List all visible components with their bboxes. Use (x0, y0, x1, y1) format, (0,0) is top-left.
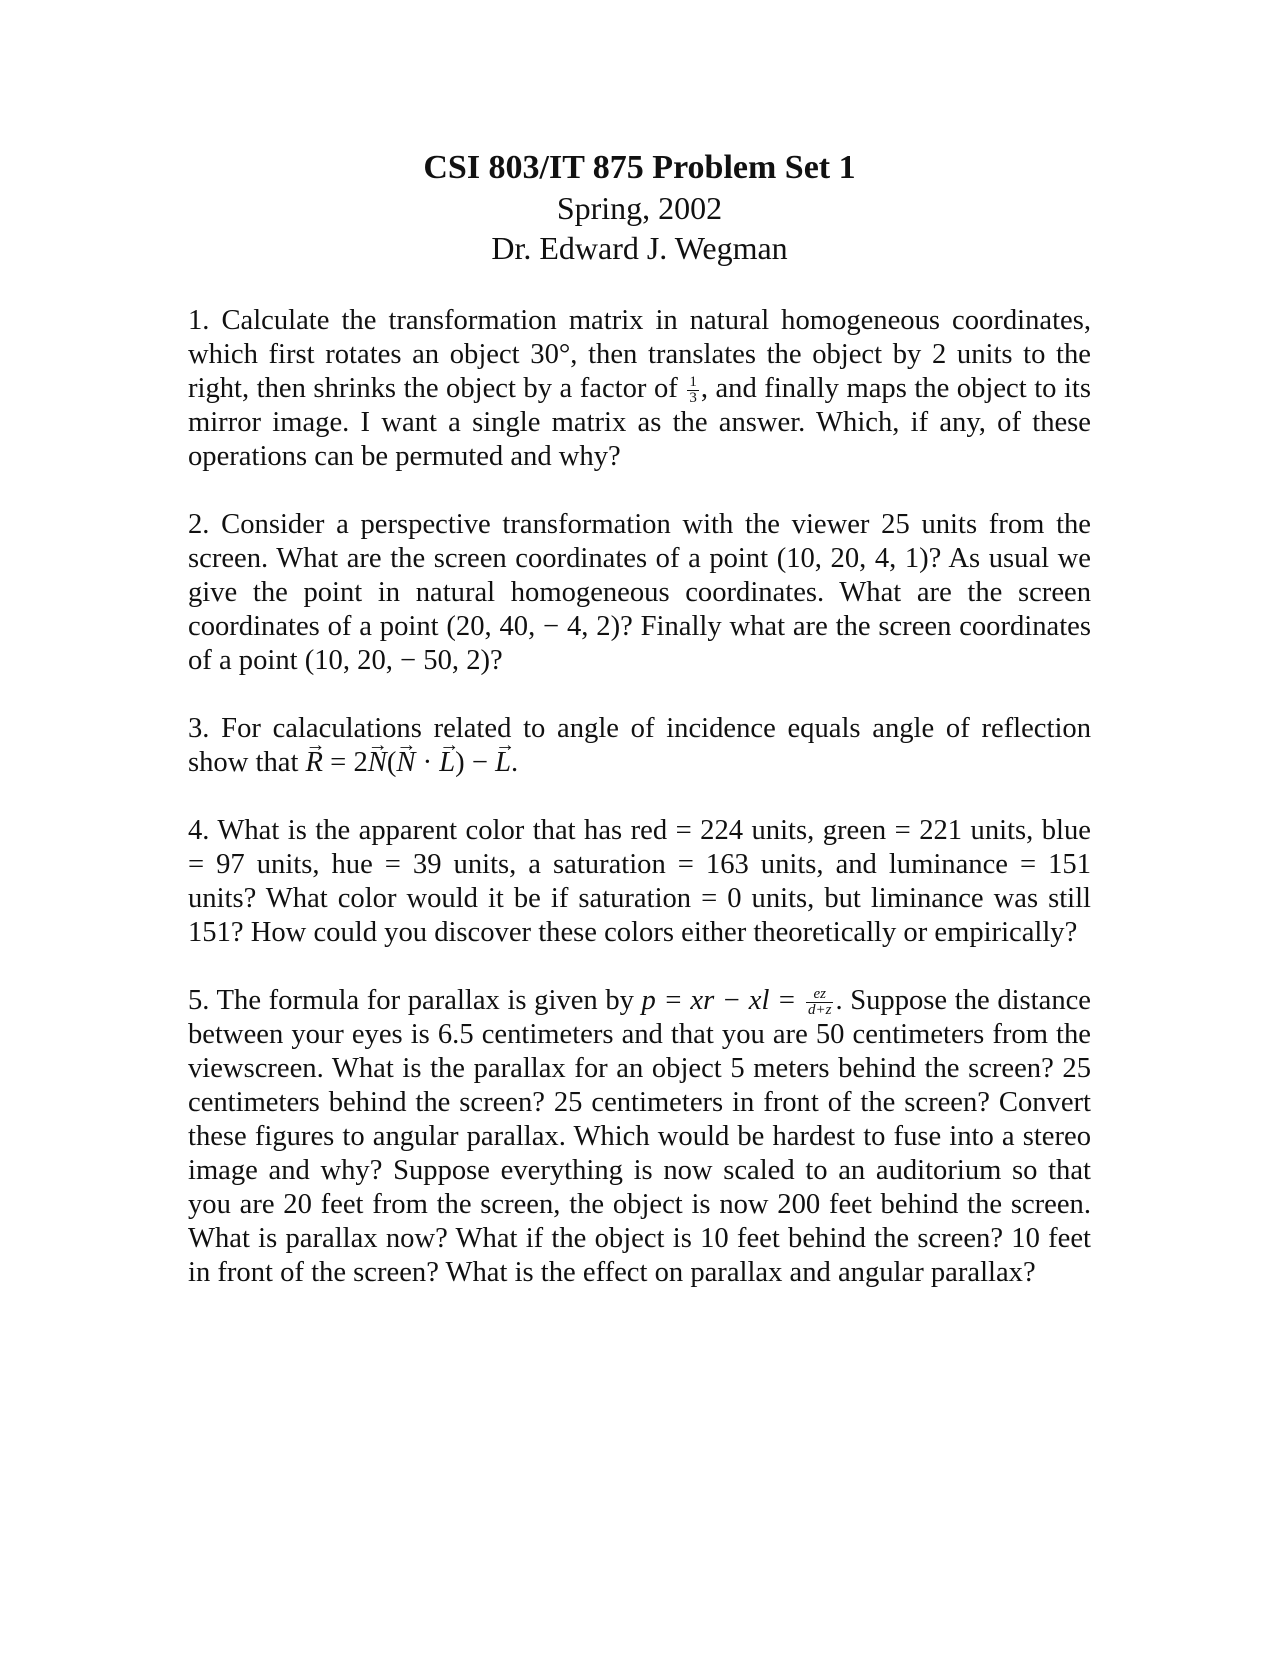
close-paren-minus: ) − (455, 747, 496, 778)
problem-1-text-end: , and finally maps the object to its mirror image. I want a single matrix as the answer. Which, if any, of these operations can be permuted and why? (188, 373, 1091, 472)
fraction-denominator: 3 (689, 389, 697, 406)
equals-two: = 2 (323, 747, 368, 778)
problem-1 (188, 304, 1091, 474)
fraction-numerator: 1 (689, 373, 697, 390)
document-title: CSI 803/IT 875 Problem Set 1 (423, 149, 856, 186)
fraction-denominator: d+z (807, 1001, 832, 1018)
dot-operator: · (415, 747, 440, 778)
problem-1-text-start: 1. Calculate the transformation matrix in natural homogeneous coordinates, which first rotates an object 30°, then translates the object by 2 units to the right, then shrinks the object by a factor of (188, 305, 1091, 404)
fraction-one-third (687, 375, 699, 406)
open-paren: ( (386, 747, 397, 778)
document-page (188, 148, 1091, 1290)
problem-4: 4. What is the apparent color that has red = 224 units, green = 221 units, blue = 97 units, hue = 39 units, a saturation = 163 units, and luminance = 151 units? What color would it be if saturation = 0 units, but liminance was still 151? How could you discover these colors either theoretically or empirically? (188, 815, 1091, 948)
problem-3 (188, 712, 1091, 780)
problem-5-intro: 5. The formula for parallax is given by (188, 985, 642, 1016)
problem-2: 2. Consider a perspective transformation with the viewer 25 units from the screen. What are the screen coordinates of a point (10, 20, 4, 1)? As usual we give the point in natural homogeneous coordinates. What are the screen coordinates of a point (20, 40, − 4, 2)? Finally what are the screen coordinates of a point (10, 20, − 50, 2)? (188, 509, 1091, 676)
period: . (511, 747, 519, 778)
vector-l: → L (439, 746, 455, 780)
fraction-numerator: ez (806, 987, 833, 1003)
problem-5 (188, 984, 1091, 1290)
vector-n: → N (368, 746, 387, 780)
problem-3-text: 3. For calaculations related to angle of incidence equals angle of reflection show that (188, 713, 1091, 778)
vector-n: → N (396, 746, 415, 780)
vector-r: → R (306, 746, 323, 780)
parallax-formula: p = xr − xl = (641, 985, 804, 1016)
document-header (188, 148, 1091, 268)
document-instructor: Dr. Edward J. Wegman (491, 230, 788, 266)
vector-l: → L (495, 746, 511, 780)
fraction-ez-over-d-plus-z (806, 987, 833, 1018)
document-term: Spring, 2002 (556, 190, 723, 226)
problem-5-text: . Suppose the distance between your eyes is 6.5 centimeters and that you are 50 centimeters from the viewscreen. What is the parallax for an object 5 meters behind the screen? 25 centimeters behind the screen? 25 centimeters in front of the screen? Convert these figures to angular parallax. Which would be hardest to fuse into a stereo image and why? Suppose everything is now scaled to an auditorium so that you are 20 feet from the screen, the object is now 200 feet behind the screen. What is parallax now? What if the object is 10 feet behind the screen? 10 feet in front of the screen? What is the effect on parallax and angular parallax? (188, 985, 1091, 1288)
